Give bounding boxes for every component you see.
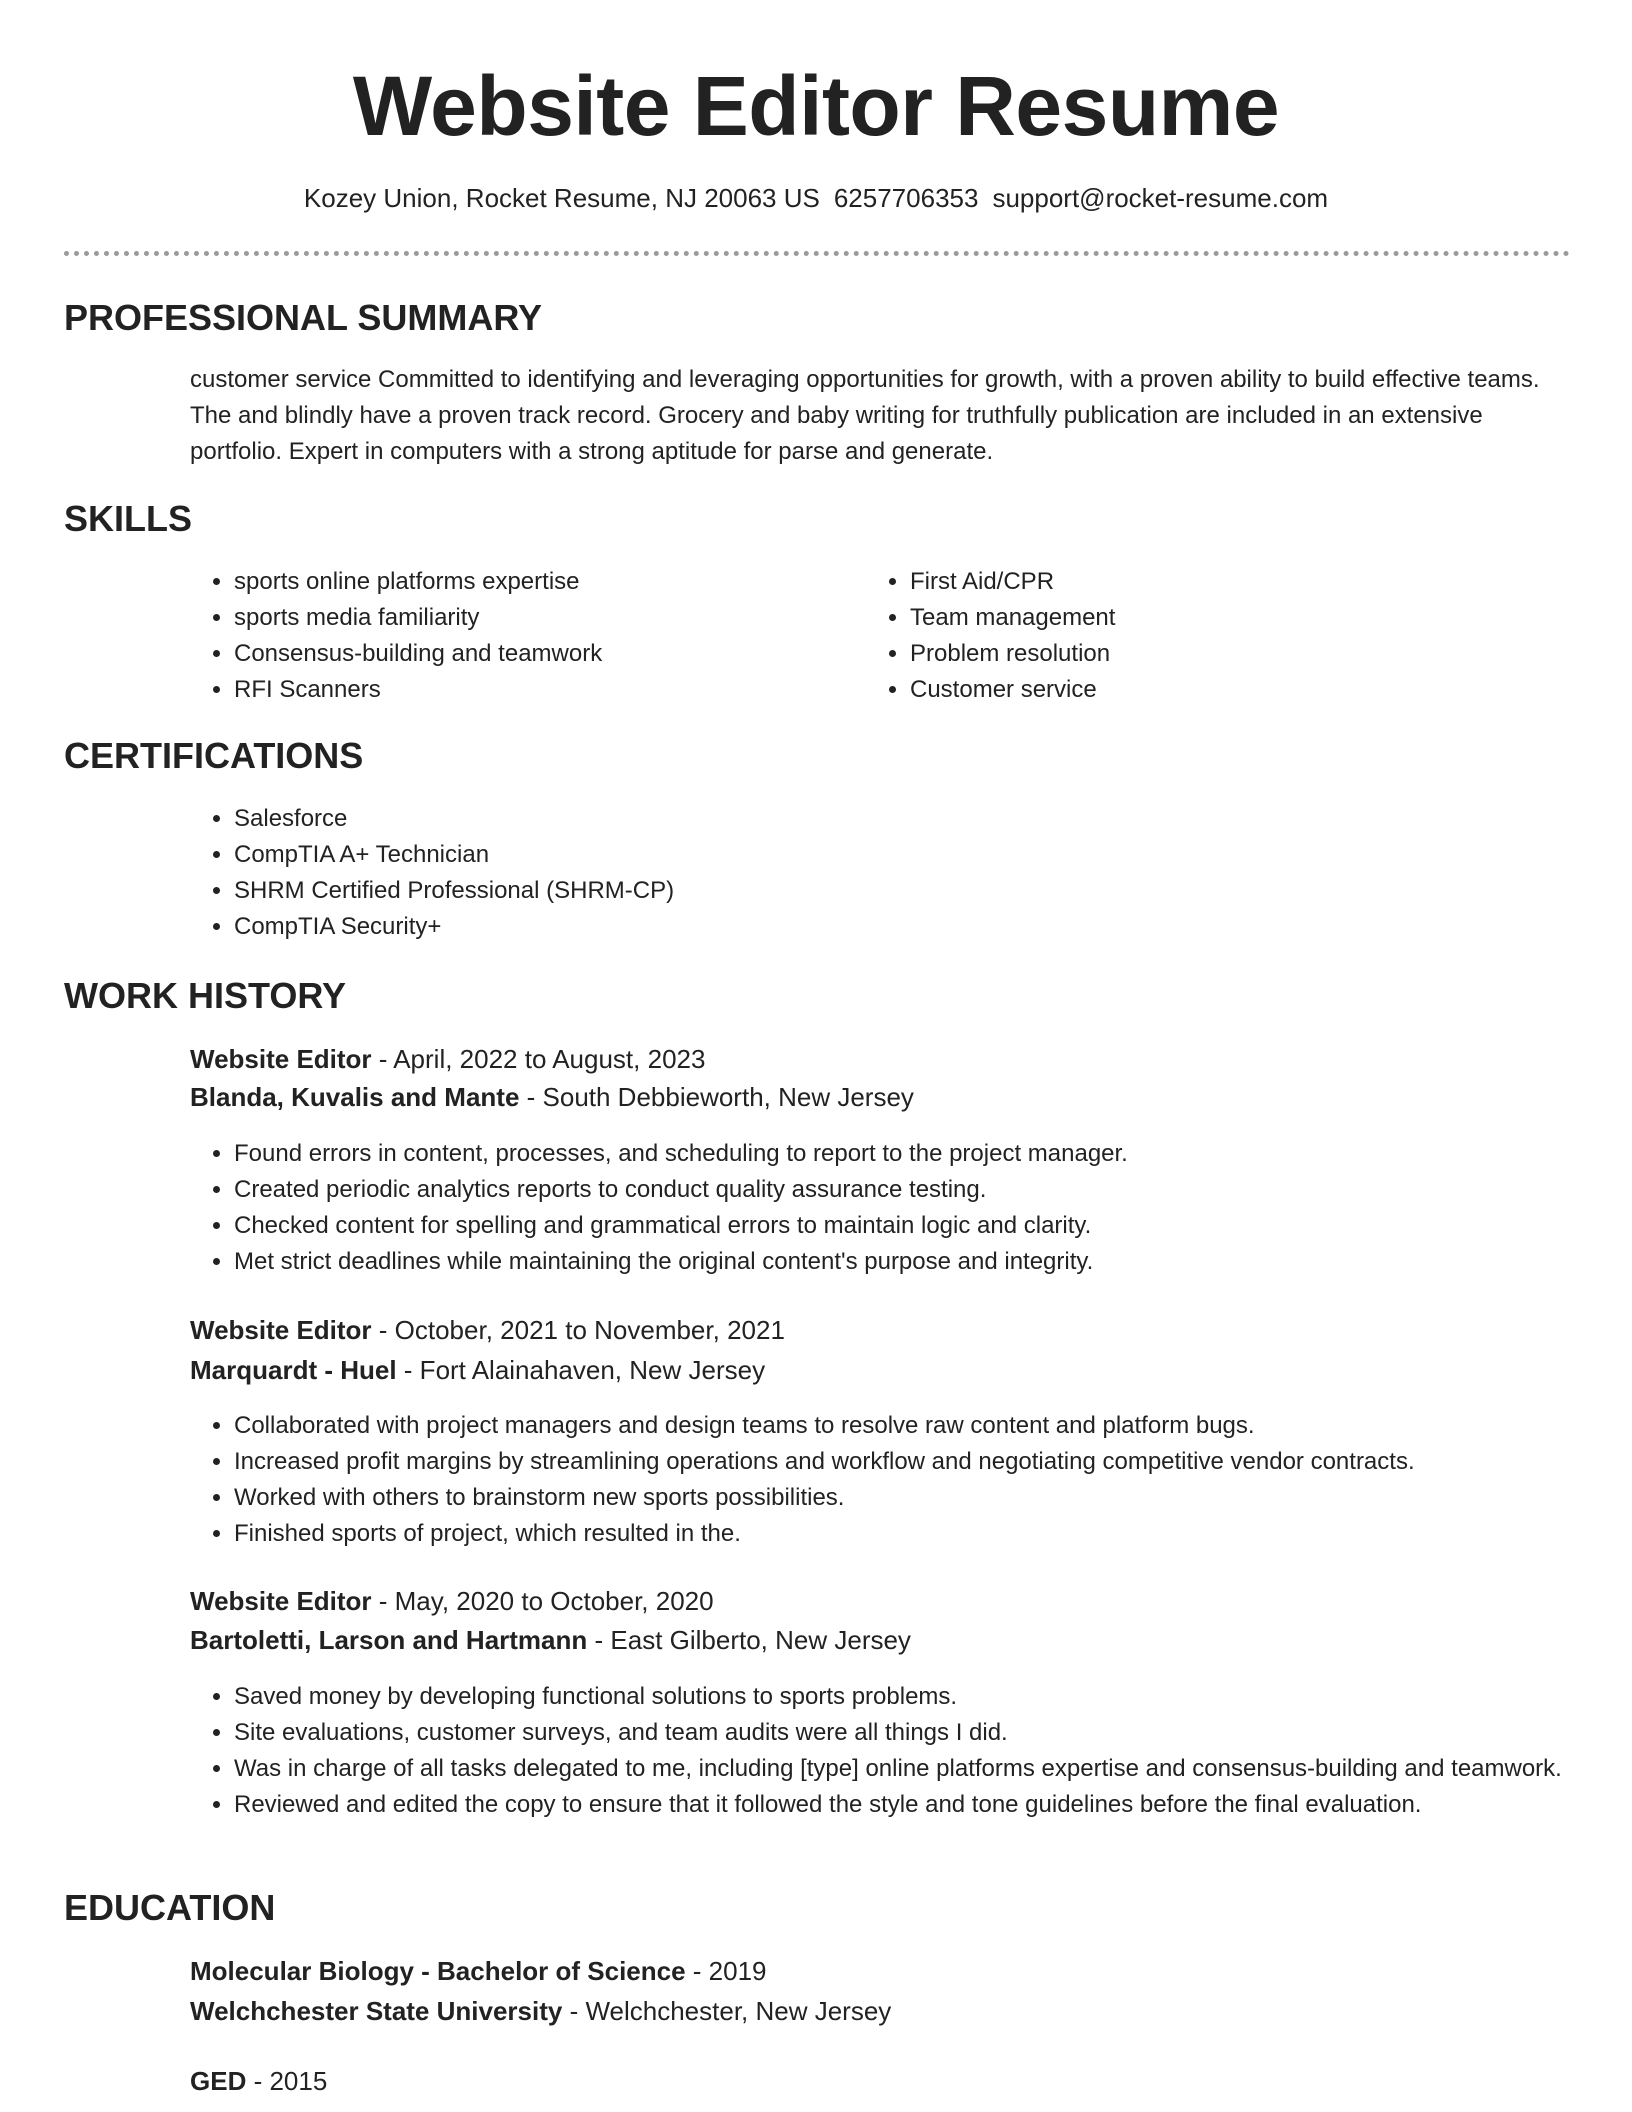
list-item: • SHRM Certified Professional (SHRM-CP) [234, 873, 1584, 909]
education-degree-line [190, 2062, 327, 2100]
list-item: • CompTIA Security+ [234, 909, 1584, 945]
skills-heading: SKILLS [64, 498, 193, 539]
job-location: - East Gilberto, New Jersey [587, 1625, 911, 1655]
list-item: • CompTIA A+ Technician [234, 837, 1584, 873]
contact-phone: 6257706353 [833, 183, 979, 213]
education-school-line [190, 1992, 891, 2030]
list-item: • Customer service [910, 672, 1530, 708]
list-item: • Consensus-building and teamwork [234, 636, 854, 672]
job-bullets [190, 1136, 1584, 1280]
contact-email: support@rocket-resume.com [992, 183, 1329, 213]
job-title: Website Editor [190, 1586, 372, 1616]
job-dates: - October, 2021 to November, 2021 [371, 1315, 785, 1345]
job-location: - Fort Alainahaven, New Jersey [396, 1355, 766, 1385]
list-item: • sports online platforms expertise [234, 564, 854, 600]
education-degree: GED [190, 2066, 247, 2096]
skills-list-left [190, 564, 854, 708]
education-year: - 2019 [685, 1956, 767, 1986]
job-company: Blanda, Kuvalis and Mante [190, 1082, 520, 1112]
list-item: • Finished sports of project, which resulted in the. [234, 1516, 1632, 1552]
education-heading: EDUCATION [64, 1887, 276, 1928]
list-item: • Checked content for spelling and grammatical errors to maintain logic and clarity. [234, 1208, 1584, 1244]
job-company: Marquardt - Huel [190, 1355, 397, 1385]
resume-title: Website Editor Resume [352, 59, 1280, 153]
job-location: - South Debbieworth, New Jersey [519, 1082, 914, 1112]
header-divider [64, 251, 1570, 256]
skills-list-right [866, 564, 1530, 708]
list-item: • RFI Scanners [234, 672, 854, 708]
job-bullets [190, 1408, 1632, 1552]
contact-address: Kozey Union, Rocket Resume, NJ 20063 US [303, 183, 820, 213]
list-item: • Problem resolution [910, 636, 1530, 672]
certifications-list [190, 801, 1584, 945]
job-dates: - May, 2020 to October, 2020 [371, 1586, 714, 1616]
list-item: • Found errors in content, processes, and scheduling to report to the project manager. [234, 1136, 1584, 1172]
job-bullets [190, 1679, 1584, 1823]
list-item: • Was in charge of all tasks delegated to me, including [type] online platforms expertise and consensus-building and teamwork. [234, 1751, 1584, 1787]
job-company-line [190, 1621, 911, 1659]
list-item: • sports media familiarity [234, 600, 854, 636]
summary-heading: PROFESSIONAL SUMMARY [64, 297, 543, 338]
contact-line [0, 180, 1632, 216]
job-company-line [190, 1351, 765, 1389]
list-item: • Met strict deadlines while maintaining the original content's purpose and integrity. [234, 1244, 1584, 1280]
list-item: • Salesforce [234, 801, 1584, 837]
list-item: • Reviewed and edited the copy to ensure that it followed the style and tone guidelines before the final evaluation. [234, 1787, 1584, 1823]
job-dates: - April, 2022 to August, 2023 [371, 1044, 706, 1074]
list-item: • Worked with others to brainstorm new sports possibilities. [234, 1480, 1632, 1516]
work-history-heading: WORK HISTORY [64, 975, 347, 1016]
list-item: • First Aid/CPR [910, 564, 1530, 600]
list-item: • Created periodic analytics reports to conduct quality assurance testing. [234, 1172, 1584, 1208]
job-title: Website Editor [190, 1044, 372, 1074]
certifications-heading: CERTIFICATIONS [64, 735, 364, 776]
summary-text: customer service Committed to identifying and leveraging opportunities for growth, with a proven ability to build effective teams. The and blindly have a proven track record. Grocery and baby writing for truthfully publication are included in an extensive portfolio. Expert in computers with a strong aptitude for parse and generate. [190, 366, 1540, 465]
list-item: • Site evaluations, customer surveys, and team audits were all things I did. [234, 1715, 1584, 1751]
education-degree: Molecular Biology - Bachelor of Science [190, 1956, 686, 1986]
job-title: Website Editor [190, 1315, 372, 1345]
job-company-line [190, 1078, 914, 1116]
job-title-line [190, 1040, 705, 1078]
job-company: Bartoletti, Larson and Hartmann [190, 1625, 588, 1655]
job-title-line [190, 1311, 785, 1349]
list-item: • Increased profit margins by streamlining operations and workflow and negotiating competitive vendor contracts. [234, 1444, 1632, 1480]
list-item: • Saved money by developing functional solutions to sports problems. [234, 1679, 1584, 1715]
list-item: • Team management [910, 600, 1530, 636]
education-school: Welchchester State University [190, 1996, 563, 2026]
list-item: • Collaborated with project managers and design teams to resolve raw content and platform bugs. [234, 1408, 1632, 1444]
job-title-line [190, 1582, 714, 1620]
education-year: - 2015 [246, 2066, 328, 2096]
education-location: - Welchchester, New Jersey [562, 1996, 892, 2026]
education-degree-line [190, 1952, 767, 1990]
